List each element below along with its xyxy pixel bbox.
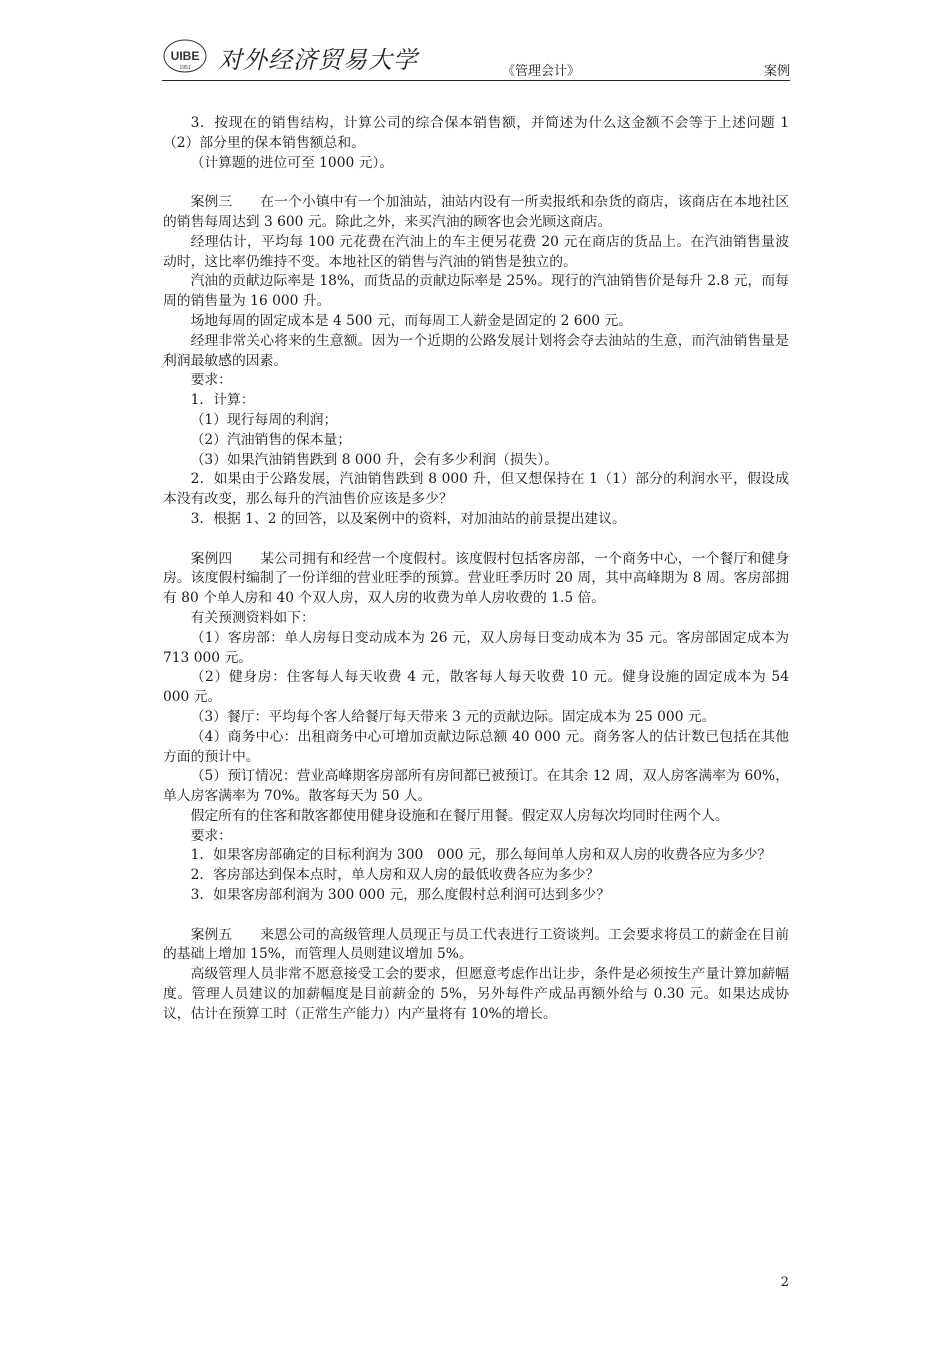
university-name: 对外经济贸易大学	[218, 46, 418, 74]
paragraph: 1．如果客房部确定的目标利润为 300 000 元，那么每间单人房和双人房的收费各应为多少？	[190, 847, 772, 864]
paragraph: （2）汽油销售的保本量；	[190, 431, 352, 448]
paragraph: 汽油的贡献边际率是 18%，而货品的贡献边际率是 25%。现行的汽油销售价是每升 2.8 元，而每周的销售量为 16 000 升。	[163, 273, 789, 310]
course-title: 《管理会计》	[502, 64, 581, 79]
paragraph: 2．如果由于公路发展，汽油销售跌到 8 000 升，但又想保持在 1（1）部分的利润水平，假设成本没有改变，那么每升的汽油售价应该是多少？	[163, 471, 789, 508]
university-logo-icon	[162, 34, 208, 74]
paragraph: （3）餐厅：平均每个客人给餐厅每天带来 3 元的贡献边际。固定成本为 25 000 元。	[190, 708, 716, 725]
paragraph: （3）如果汽油销售跌到 8 000 升，会有多少利润（损失）。	[190, 451, 559, 468]
paragraph: （计算题的进位可至 1000 元）。	[190, 154, 394, 171]
paragraph: 2．客房部达到保本点时，单人房和双人房的最低收费各应为多少？	[190, 867, 600, 884]
paragraph: 要求：	[190, 827, 232, 844]
case-five-intro: 案例五 来恩公司的高级管理人员现正与员工代表进行工资谈判。工会要求将员工的薪金在目前的基础上增加 15%，而管理人员则建议增加 5%。	[163, 926, 789, 963]
paragraph: 有关预测资料如下：	[190, 609, 315, 626]
paragraph: 要求：	[190, 372, 232, 389]
logo-year: 1951	[179, 65, 191, 71]
paragraph: 假定所有的住客和散客都使用健身设施和在餐厅用餐。假定双人房每次均同时住两个人。	[190, 807, 729, 824]
page-number: 2	[780, 1275, 789, 1290]
paragraph: （2）健身房：住客每人每天收费 4 元，散客每人每天收费 10 元。健身设施的固定成本为 54 000 元。	[163, 669, 789, 706]
logo-text: UIBE	[170, 49, 200, 63]
paragraph: 经理估计，平均每 100 元花费在汽油上的车主便另花费 20 元在商店的货品上。在汽油销售量波动时，这比率仍维持不变。本地社区的销售与汽油的销售是独立的。	[163, 233, 789, 270]
paragraph: 3．按现在的销售结构，计算公司的综合保本销售额，并简述为什么这金额不会等于上述问题 1（2）部分里的保本销售额总和。	[163, 115, 789, 151]
paragraph: 经理非常关心将来的生意额。因为一个近期的公路发展计划将会夺去油站的生意，而汽油销售量是利润最敏感的因素。	[163, 332, 789, 369]
paragraph: （5）预订情况：营业高峰期客房部所有房间都已被预订。在其余 12 周，双人房客满率为 60%，单人房客满率为 70%。散客每天为 50 人。	[163, 768, 789, 805]
case-four-intro: 案例四 某公司拥有和经营一个度假村。该度假村包括客房部，一个商务中心，一个餐厅和健身房。该度假村编制了一份详细的营业旺季的预算。营业旺季历时 20 周，其中高峰期为 8 周。客房部拥有 80 个单人房和 40 个双人房，双人房的收费为单人房收费的 1.5 倍。	[163, 550, 789, 607]
paragraph: 场地每周的固定成本是 4 500 元，而每周工人薪金是固定的 2 600 元。	[190, 312, 633, 329]
section-label: 案例	[763, 64, 790, 79]
paragraph: 3．根据 1、2 的回答，以及案例中的资料，对加油站的前景提出建议。	[190, 510, 626, 527]
paragraph: 1．计算：	[190, 392, 255, 409]
page-header	[162, 34, 790, 81]
paragraph: （1）客房部：单人房每日变动成本为 26 元，双人房每日变动成本为 35 元。客房部固定成本为 713 000 元。	[163, 629, 789, 666]
case-three-intro: 案例三 在一个小镇中有一个加油站，油站内设有一所卖报纸和杂货的商店，该商店在本地社区的销售每周达到 3 600 元。除此之外，来买汽油的顾客也会光顾这商店。	[163, 194, 789, 230]
paragraph: 3．如果客房部利润为 300 000 元，那么度假村总利润可达到多少？	[190, 887, 611, 904]
paragraph: 高级管理人员非常不愿意接受工会的要求，但愿意考虑作出让步，条件是必须按生产量计算加薪幅度。管理人员建议的加薪幅度是目前薪金的 5%，另外每件产成品再额外给与 0.30 元。如果达成协议，估计在预算工时（正常生产能力）内产量将有 10%的增长。	[163, 966, 789, 1022]
paragraph: （1）现行每周的利润；	[190, 411, 338, 428]
document-body	[163, 114, 789, 1025]
paragraph: （4）商务中心：出租商务中心可增加贡献边际总额 40 000 元。商务客人的估计数已包括在其他方面的预计中。	[163, 728, 789, 765]
